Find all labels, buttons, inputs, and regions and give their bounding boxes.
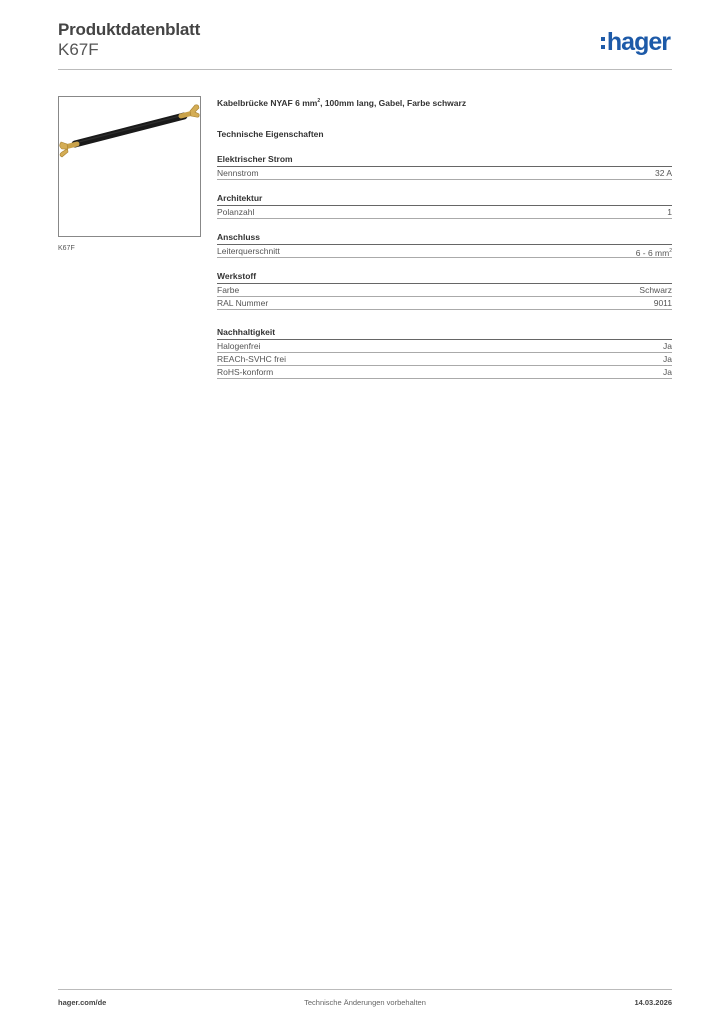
product-description: Kabelbrücke NYAF 6 $mm^2$, 100mm lang, Gabel, Farbe schwarz bbox=[217, 97, 467, 108]
document-title: Produktdatenblatt bbox=[58, 20, 201, 39]
spec-value: 32 A bbox=[654, 168, 672, 178]
spec-value: 1 bbox=[667, 207, 672, 217]
logo-dots-icon bbox=[601, 35, 605, 51]
spec-group-architektur bbox=[217, 193, 672, 219]
spec-value: Ja bbox=[663, 354, 672, 364]
product-image bbox=[58, 96, 201, 237]
footer-notice: Technische Änderungen vorbehalten bbox=[304, 998, 426, 1007]
spec-value: Ja bbox=[663, 367, 672, 377]
spec-value: Ja bbox=[663, 341, 672, 351]
spec-label: Nennstrom bbox=[217, 168, 259, 178]
footer-divider bbox=[58, 989, 672, 990]
logo-text: hager bbox=[606, 28, 670, 56]
image-caption: K67F bbox=[58, 245, 75, 252]
spec-row bbox=[217, 284, 672, 297]
cable-bridge-fork-image bbox=[59, 97, 200, 236]
group-title: Werkstoff bbox=[217, 271, 672, 284]
group-title: Elektrischer Strom bbox=[217, 154, 672, 167]
spec-row bbox=[217, 297, 672, 310]
spec-row bbox=[217, 245, 672, 258]
group-title: Anschluss bbox=[217, 232, 672, 245]
spec-group-anschluss bbox=[217, 232, 672, 258]
spec-label: REACh-SVHC frei bbox=[217, 354, 286, 364]
spec-value: 6 - 6 $mm^2$ bbox=[635, 247, 672, 258]
spec-group-elektrischer-strom bbox=[217, 154, 672, 180]
hager-logo bbox=[601, 28, 670, 57]
group-title: Architektur bbox=[217, 193, 672, 206]
footer-date: 14.03.2026 bbox=[634, 998, 672, 1007]
spec-row bbox=[217, 366, 672, 379]
spec-value: 9011 bbox=[653, 298, 672, 308]
footer-website-link[interactable]: hager.com/de bbox=[58, 998, 107, 1007]
spec-label: RoHS-konform bbox=[217, 367, 274, 377]
group-title: Nachhaltigkeit bbox=[217, 327, 672, 340]
product-code: K67F bbox=[58, 40, 99, 59]
spec-group-nachhaltigkeit bbox=[217, 327, 672, 379]
specification-panel bbox=[217, 96, 672, 379]
spec-label: Farbe bbox=[217, 285, 240, 295]
spec-label: Halogenfrei bbox=[217, 341, 261, 351]
spec-row bbox=[217, 353, 672, 366]
section-heading: Technische Eigenschaften bbox=[217, 129, 324, 139]
spec-label: Leiterquerschnitt bbox=[217, 246, 280, 256]
header-divider bbox=[58, 69, 672, 70]
page-header bbox=[58, 20, 672, 70]
spec-value: Schwarz bbox=[639, 285, 672, 295]
spec-row bbox=[217, 206, 672, 219]
spec-label: RAL Nummer bbox=[217, 298, 269, 308]
spec-group-werkstoff bbox=[217, 271, 672, 310]
spec-row bbox=[217, 340, 672, 353]
spec-label: Polanzahl bbox=[217, 207, 255, 217]
spec-row bbox=[217, 167, 672, 180]
